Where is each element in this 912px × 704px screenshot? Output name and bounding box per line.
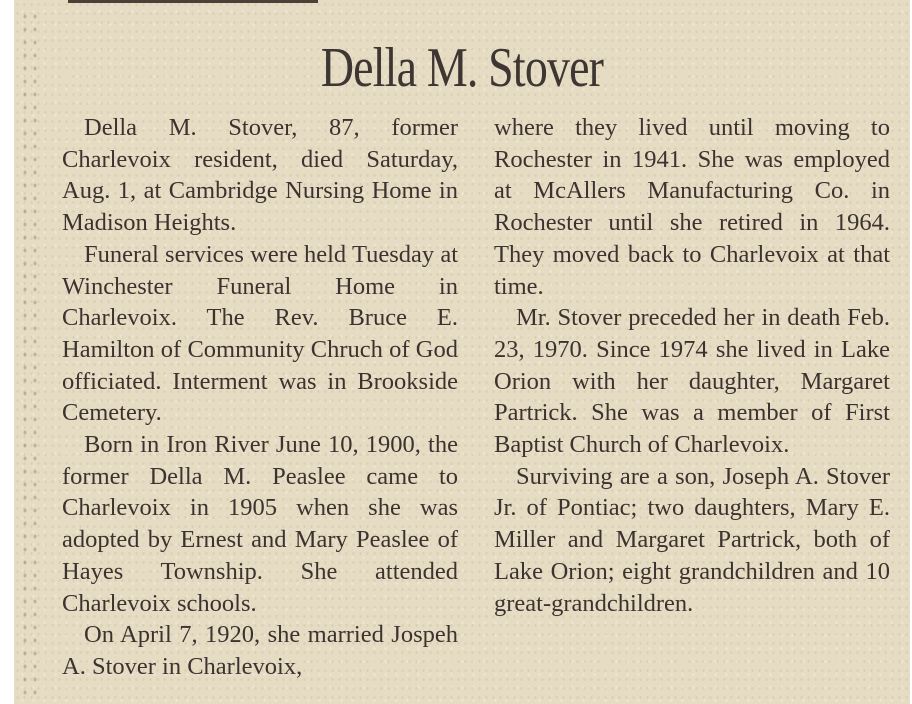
column-rule	[68, 0, 318, 3]
paragraph-death-notice: Della M. Stover, 87, former Charlevoix resident, died Saturday, Aug. 1, at Cambridge Nursing Home in Madison Heights.	[62, 114, 458, 237]
paragraph-husband-death: Mr. Stover preceded her in death Feb. 23, 1970. Since 1974 she lived in Lake Orion with her daughter, Margaret Partrick. She was a member of First Baptist Church of Charlevoix.	[494, 304, 890, 459]
newspaper-clipping	[14, 0, 910, 704]
paragraph-survivors: Surviving are a son, Joseph A. Stover Jr. of Pontiac; two daughters, Mary E. Miller and Margaret Partrick, both of Lake Orion; eight grandchildren and 10 great-grandchildren.	[494, 462, 890, 617]
paragraph-funeral: Funeral services were held Tuesday at Winchester Funeral Home in Charlevoix. The Rev. Bruce E. Hamilton of Community Chruch of God officiated. Interment was in Brookside Cemetery.	[62, 240, 458, 427]
left-column	[62, 112, 458, 683]
paragraph-birth: Born in Iron River June 10, 1900, the former Della M. Peaslee came to Charlevoix in 1905 when she was adopted by Ernest and Mary Peaslee of Hayes Township. She attended Charlevoix schools.	[62, 431, 458, 617]
paragraph-marriage-continued: where they lived until moving to Rochester in 1941. She was employed at McAllers Manufacturing Co. in Rochester until she retired in 1964. They moved back to Charlevoix at that time.	[494, 114, 890, 300]
right-column	[494, 112, 890, 619]
perforated-edge	[20, 10, 42, 700]
headline: Della M. Stover	[320, 37, 604, 99]
paragraph-marriage: On April 7, 1920, she married Jospeh A. Stover in Charlevoix,	[62, 621, 458, 680]
